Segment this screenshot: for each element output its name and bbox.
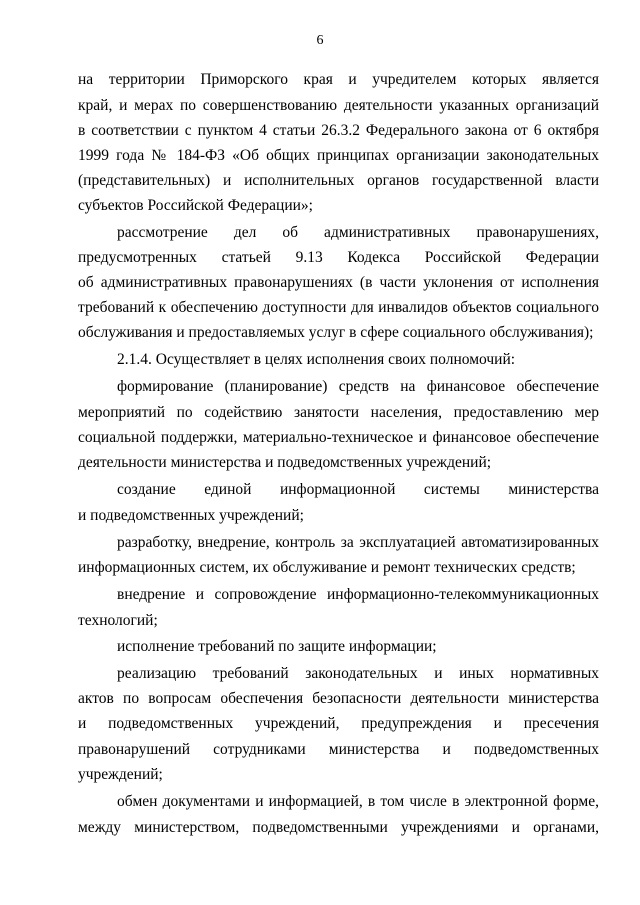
text-line: реализацию требований законодательных и иных нормативных [117, 665, 599, 682]
text-line: и подведомственных учреждений, предупреждения и пресечения [78, 715, 599, 732]
text-line: на территории Приморского края и учредителем которых является [78, 71, 599, 88]
text-line: учреждений; [78, 766, 163, 783]
text-line: технологий; [78, 612, 158, 629]
text-line: актов по вопросам обеспечения безопасности деятельности министерства [78, 690, 599, 707]
text-line: социальной поддержки, материально-техническое и финансовое обеспечение [78, 429, 599, 446]
text-line: обслуживания и предоставляемых услуг в сфере социального обслуживания); [78, 324, 594, 341]
text-line: об административных правонарушениях (в части уклонения от исполнения [78, 274, 599, 291]
text-line: мероприятий по содействию занятости населения, предоставлению мер [78, 404, 599, 421]
text-line: (представительных) и исполнительных органов государственной власти [78, 172, 599, 189]
text-line: край, и мерах по совершенствованию деятельности указанных организаций [78, 97, 599, 114]
text-line: создание единой информационной системы министерства [117, 481, 599, 498]
text-line: предусмотренных статьей 9.13 Кодекса Российской Федерации [78, 249, 599, 266]
text-line: 2.1.4. Осуществляет в целях исполнения своих полномочий: [117, 351, 516, 368]
text-line: внедрение и сопровождение информационно-телекоммуникационных [117, 586, 599, 603]
text-line: 1999 года № 184-ФЗ «Об общих принципах организации законодательных [78, 147, 599, 164]
text-line: исполнение требований по защите информации; [117, 638, 437, 655]
text-line: обмен документами и информацией, в том числе в электронной форме, [117, 793, 599, 810]
page-number: 6 [316, 33, 324, 48]
text-line: рассмотрение дел об административных правонарушениях, [117, 224, 599, 241]
text-line: субъектов Российской Федерации»; [78, 197, 313, 214]
text-line: требований к обеспечению доступности для инвалидов объектов социального [78, 299, 599, 316]
text-line: формирование (планирование) средств на финансовое обеспечение [117, 378, 599, 395]
text-line: деятельности министерства и подведомственных учреждений; [78, 454, 492, 471]
text-line: в соответствии с пунктом 4 статьи 26.3.2 Федерального закона от 6 октября [78, 122, 599, 139]
text-line: правонарушений сотрудниками министерства и подведомственных [78, 741, 599, 758]
text-line: разработку, внедрение, контроль за эксплуатацией автоматизированных [117, 534, 599, 551]
text-line: информационных систем, их обслуживание и ремонт технических средств; [78, 559, 576, 576]
text-line: и подведомственных учреждений; [78, 507, 304, 524]
text-line: между министерством, подведомственными учреждениями и органами, [78, 819, 599, 836]
